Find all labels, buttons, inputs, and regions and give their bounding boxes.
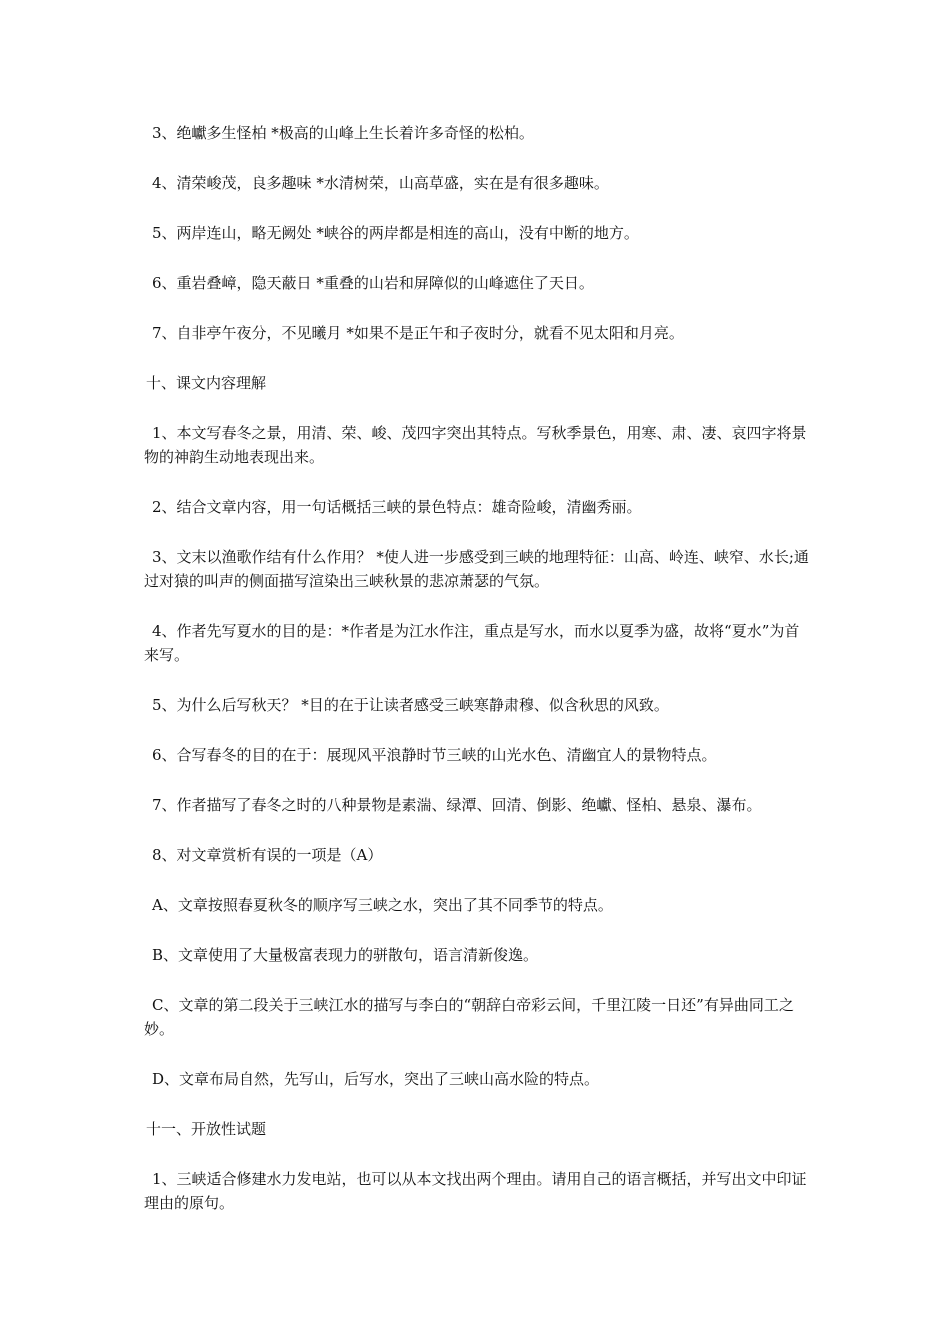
option-a: A、文章按照春夏秋冬的顺序写三峡之水，突出了其不同季节的特点。 (152, 896, 613, 914)
paragraph-open-question-1: 1、三峡适合修建水力发电站，也可以从本文找出两个理由。请用自己的语言概括，并写出文中印证理由的原句。 (144, 1170, 807, 1212)
paragraph-translation-4: 4、清荣峻茂，良多趣味 *水清树荣，山高草盛，实在是有很多趣味。 (152, 174, 609, 192)
option-c: C、文章的第二段关于三峡江水的描写与李白的“朝辞白帝彩云间，千里江陵一日还”有异曲同工之妙。 (144, 996, 794, 1038)
section-heading-open-questions: 十一、开放性试题 (146, 1120, 267, 1138)
paragraph-translation-7: 7、自非亭午夜分，不见曦月 *如果不是正午和子夜时分，就看不见太阳和月亮。 (152, 324, 684, 342)
paragraph-translation-5: 5、两岸连山，略无阙处 *峡谷的两岸都是相连的高山，没有中断的地方。 (152, 224, 639, 242)
section-heading-content-understanding: 十、课文内容理解 (146, 374, 267, 392)
document-body (144, 121, 812, 1241)
paragraph-understanding-5: 5、为什么后写秋天？ *目的在于让读者感受三峡寒静肃穆、似含秋思的风致。 (152, 696, 669, 714)
paragraph-translation-6: 6、重岩叠嶂，隐天蔽日 *重叠的山岩和屏障似的山峰遮住了天日。 (152, 274, 594, 292)
paragraph-understanding-3: 3、文末以渔歌作结有什么作用？ *使人进一步感受到三峡的地理特征：山高、岭连、峡窄、水长;通过对猿的叫声的侧面描写渲染出三峡秋景的悲凉萧瑟的气氛。 (144, 548, 809, 590)
paragraph-understanding-7: 7、作者描写了春冬之时的八种景物是素湍、绿潭、回清、倒影、绝巘、怪柏、悬泉、瀑布。 (152, 796, 762, 814)
paragraph-understanding-4: 4、作者先写夏水的目的是：*作者是为江水作注，重点是写水，而水以夏季为盛，故将“夏水”为首来写。 (144, 622, 800, 664)
paragraph-translation-3: 3、绝巘多生怪柏 *极高的山峰上生长着许多奇怪的松柏。 (152, 124, 534, 142)
option-d: D、文章布局自然，先写山，后写水，突出了三峡山高水险的特点。 (152, 1070, 600, 1088)
paragraph-understanding-2: 2、结合文章内容，用一句话概括三峡的景色特点：雄奇险峻，清幽秀丽。 (152, 498, 642, 516)
paragraph-understanding-8: 8、对文章赏析有误的一项是（A） (152, 846, 383, 864)
paragraph-understanding-1: 1、本文写春冬之景，用清、荣、峻、茂四字突出其特点。写秋季景色，用寒、肃、凄、哀四字将景物的神韵生动地表现出来。 (144, 424, 807, 466)
paragraph-understanding-6: 6、合写春冬的目的在于：展现风平浪静时节三峡的山光水色、清幽宜人的景物特点。 (152, 746, 717, 764)
option-b: B、文章使用了大量极富表现力的骈散句，语言清新俊逸。 (152, 946, 539, 964)
